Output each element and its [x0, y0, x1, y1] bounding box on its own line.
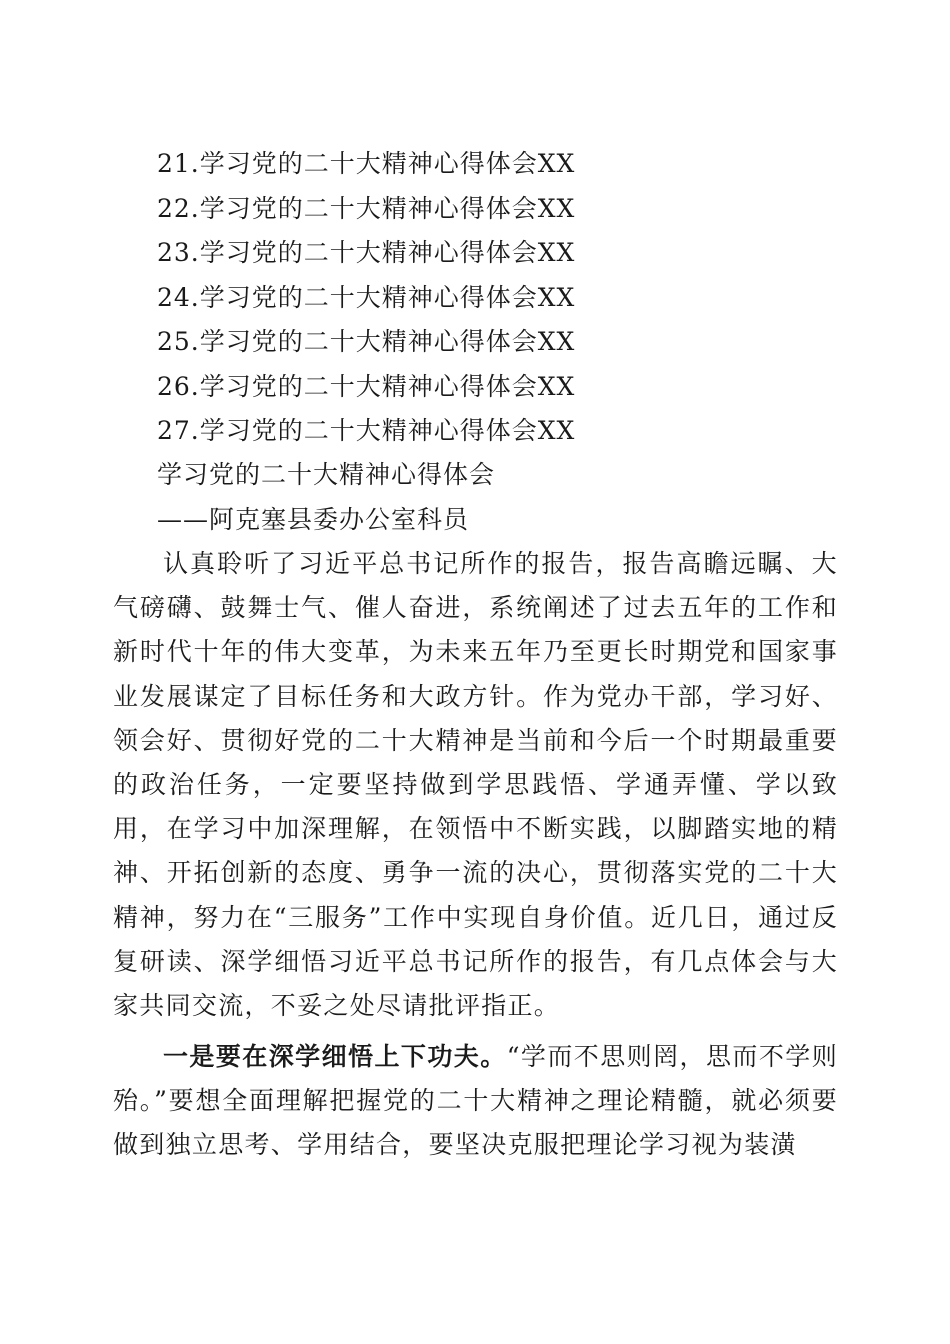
body-paragraph — [113, 1035, 838, 1168]
article-title: 学习党的二十大精神心得体会 — [157, 460, 496, 489]
article-author: ——阿克塞县委办公室科员 — [157, 505, 470, 534]
table-of-contents — [157, 142, 837, 454]
toc-item: 23.学习党的二十大精神心得体会XX — [157, 238, 576, 267]
toc-item: 27.学习党的二十大精神心得体会XX — [157, 416, 576, 445]
paragraph-text: “学而不思则罔，思而不学则殆。”要想全面理解把握党的二十大精神之理论精髓，就必须要做到独立思考、学用结合，要坚决克服把理论学习视为装潢 — [113, 1042, 839, 1160]
toc-item: 21.学习党的二十大精神心得体会XX — [157, 149, 576, 178]
toc-item: 24.学习党的二十大精神心得体会XX — [157, 282, 576, 312]
body-paragraph: 认真聆听了习近平总书记所作的报告，报告高瞻远瞩、大气磅礴、鼓舞士气、催人奋进，系统阐述了过去五年的工作和新时代十年的伟大变革，为未来五年乃至更长时期党和国家事业发展谋定了目标任务和大政方针。作为党办干部，学习好、领会好、贯彻好党的二十大精神是当前和今后一个时期最重要的政治任务，一定要坚持做到学思践悟、学通弄懂、学以致用，在学习中加深理解，在领悟中不断实践，以脚踏实地的精神、开拓创新的态度、勇争一流的决心，贯彻落实党的二十大精神，努力在“三服务”工作中实现自身价值。近几日，通过反复研读、深学细悟习近平总书记所作的报告，有几点体会与大家共同交流，不妥之处尽请批评指正。 — [113, 549, 838, 1021]
toc-item: 25.学习党的二十大精神心得体会XX — [157, 327, 576, 356]
paragraph-heading: 一是要在深学细悟上下功夫。 — [163, 1042, 507, 1071]
toc-item: 26.学习党的二十大精神心得体会XX — [157, 371, 576, 401]
toc-item: 22.学习党的二十大精神心得体会XX — [157, 193, 576, 223]
